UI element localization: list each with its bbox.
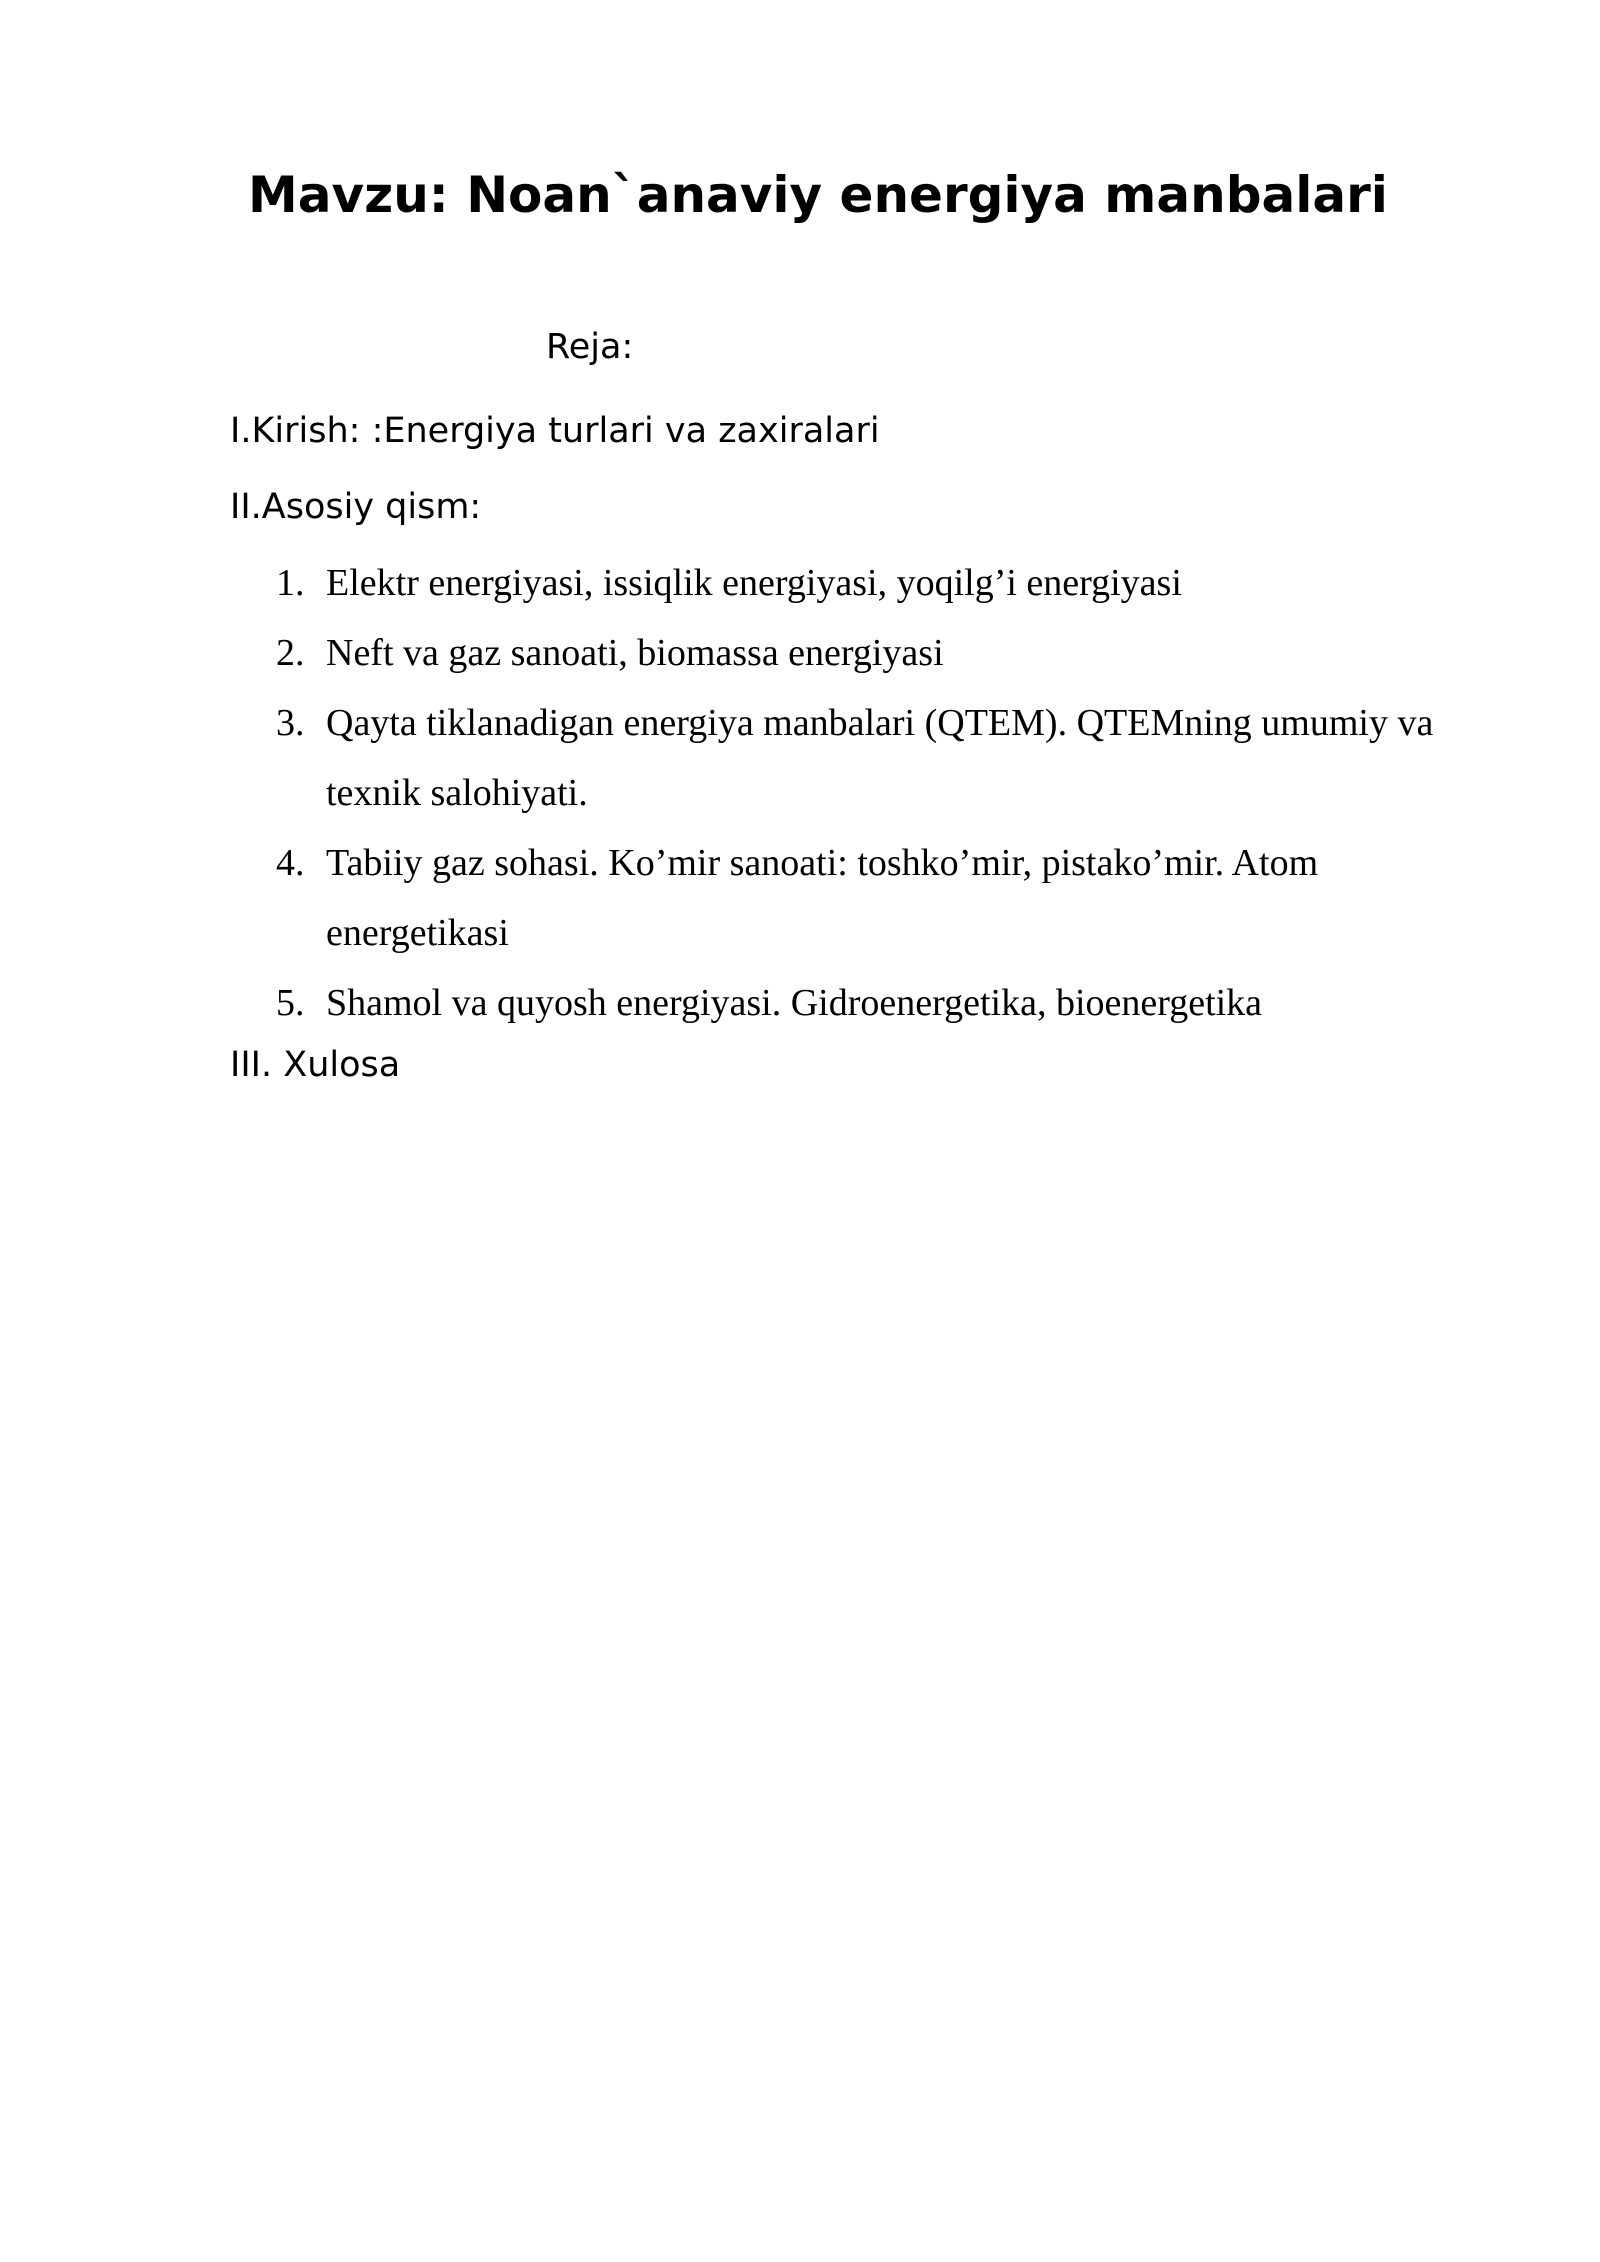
list-item-text: Shamol va quyosh energiyasi. Gidroenergetika, bioenergetika bbox=[326, 982, 1263, 1024]
list-item-number: 3. bbox=[276, 702, 305, 744]
plan-list bbox=[230, 548, 1470, 1038]
intro-heading: I.Kirish: :Energiya turlari va zaxiralari bbox=[230, 411, 880, 451]
list-item bbox=[230, 828, 1470, 968]
list-item-number: 4. bbox=[276, 842, 305, 884]
page-title: Mavzu: Noan`anaviy energiya manbalari bbox=[248, 166, 1388, 224]
list-item bbox=[230, 548, 1470, 618]
list-item bbox=[230, 618, 1470, 688]
list-item bbox=[230, 688, 1470, 828]
main-part-heading: II.Asosiy qism: bbox=[230, 487, 482, 527]
list-item-text: Qayta tiklanadigan energiya manbalari (QTEM). QTEMning umumiy va texnik salohiyati. bbox=[326, 702, 1434, 814]
list-item-number: 5. bbox=[276, 982, 305, 1024]
list-item-text: Neft va gaz sanoati, biomassa energiyasi bbox=[326, 632, 944, 674]
list-item bbox=[230, 968, 1470, 1038]
conclusion-heading: III. Xulosa bbox=[230, 1045, 401, 1085]
list-item-number: 1. bbox=[276, 562, 305, 604]
list-item-text: Tabiiy gaz sohasi. Ko’mir sanoati: toshko’mir, pistako’mir. Atom energetikasi bbox=[326, 842, 1319, 954]
plan-label: Reja: bbox=[546, 327, 634, 367]
list-item-number: 2. bbox=[276, 632, 305, 674]
list-item-text: Elektr energiyasi, issiqlik energiyasi, yoqilg’i energiyasi bbox=[326, 562, 1182, 604]
